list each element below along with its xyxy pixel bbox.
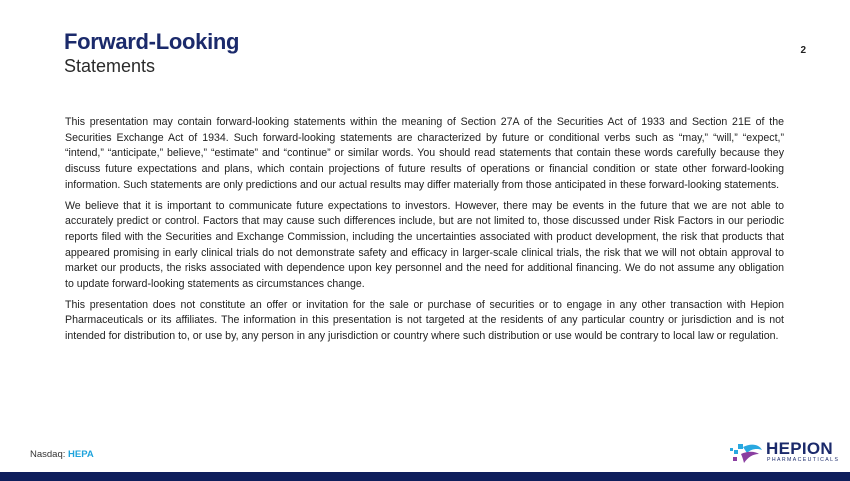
ticker-symbol: HEPA xyxy=(68,449,94,460)
exchange-label: Nasdaq: xyxy=(30,449,66,460)
page-subtitle: Statements xyxy=(64,56,156,76)
company-logo xyxy=(729,440,839,466)
paragraph-risk-factors: We believe that it is important to communicate future expectations to investors. However, there may be events in the future that we are not able to accurately predict or control. Factors that may cause such differences include, but are not limited to, those discussed under Risk Factors in our periodic reports filed with the Securities and Exchange Commission, including the uncertainties associated with product development, the risk that products that appeared promising in early clinical trials do not demonstrate safety and efficacy in larger-scale clinical trials, the risk that we will not obtain approval to market our products, the risks associated with dependence upon key personnel and the need for additional financing. We do not assume any obligation to update forward-looking statements as circumstances change. xyxy=(65,199,784,291)
footer-bar xyxy=(0,472,850,481)
logo-tagline: PHARMACEUTICALS xyxy=(767,457,840,463)
title-block xyxy=(64,29,239,77)
paragraph-forward-looking: This presentation may contain forward-looking statements within the meaning of Section 27A of the Securities Act of 1933 and Section 21E of the Securities Exchange Act of 1934. Such forward-looking statements are characterized by future or conditional verbs such as “may,” “will,” “expect,” “intend,” “anticipate,” believe,” “estimate” and “continue” or similar words. You should read statements that contain these words carefully because they discuss future expectations and plans, which contain projections of future results of operations or financial condition or state other forward-looking information. Such statements are only predictions and our actual results may differ materially from those anticipated in these forward-looking statements. xyxy=(65,116,784,191)
logo-wordmark: HEPION xyxy=(766,439,833,458)
page-number: 2 xyxy=(800,45,806,56)
hepion-logo-mark-icon xyxy=(729,441,765,465)
page-title: Forward-Looking xyxy=(64,29,240,54)
nasdaq-ticker-label xyxy=(30,449,94,460)
disclaimer-body xyxy=(65,115,784,350)
paragraph-no-offer: This presentation does not constitute an offer or invitation for the sale or purchase of securities or to engage in any other transaction with Hepion Pharmaceuticals or its affiliates. The information in this presentation is not targeted at the residents of any particular country or jurisdiction and is not intended for distribution to, or use by, any person in any jurisdiction or country where such distribution or use would be contrary to local law or regulation. xyxy=(65,298,784,343)
